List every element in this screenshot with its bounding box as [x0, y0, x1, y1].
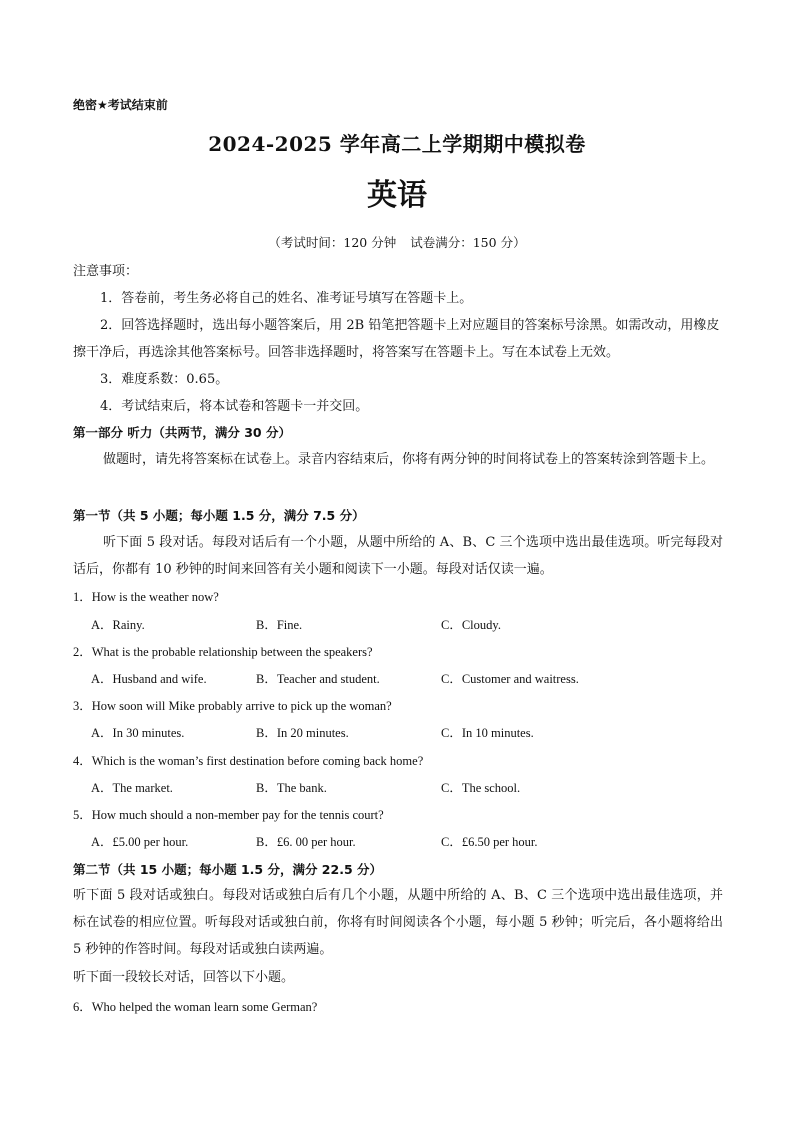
option-b: B．Fine.: [256, 618, 303, 632]
option-c: C．Cloudy.: [441, 618, 501, 632]
section1-intro: 听下面 5 段对话。每段对话后有一个小题，从题中所给的 A、B、C 三个选项中选出最佳选项。听完每段对话后，你都有 10 秒钟的时间来回答有关小题和阅读下一小题。每段对话仅读一遍。: [73, 535, 723, 577]
question: 3．How soon will Mike probably arrive to pick up the woman?: [73, 699, 392, 713]
option-a: A．Husband and wife.: [91, 672, 207, 686]
note-item: 2．回答选择题时，选出每小题答案后，用 2B 铅笔把答题卡上对应题目的答案标号涂黑。如需改动，用橡皮擦干净后，再选涂其他答案标号。回答非选择题时，将答案写在答题卡上。写在本试卷上无效。: [73, 318, 720, 360]
option-b: B．Teacher and student.: [256, 672, 380, 686]
option-c: C．In 10 minutes.: [441, 726, 534, 740]
notes-title: 注意事项：: [73, 264, 139, 279]
exam-info: [0, 233, 794, 251]
option-a: A．The market.: [91, 781, 173, 795]
question: 2．What is the probable relationship between the speakers?: [73, 645, 373, 659]
question: 5．How much should a non-member pay for the tennis court?: [73, 808, 384, 822]
exam-time: （考试时间：120 分钟: [268, 235, 397, 250]
option-c: C．£6.50 per hour.: [441, 835, 538, 849]
note-item: 4．考试结束后，将本试卷和答题卡一并交回。: [100, 399, 369, 414]
part1-intro: 做题时，请先将答案标在试卷上。录音内容结束后，你将有两分钟的时间将试卷上的答案转涂到答题卡上。: [103, 452, 715, 467]
section2-heading: 第二节（共 15 小题；每小题 1.5 分，满分 22.5 分）: [73, 862, 382, 877]
option-b: B．£6. 00 per hour.: [256, 835, 356, 849]
section2-intro: 听下面 5 段对话或独白。每段对话或独白后有几个小题，从题中所给的 A、B、C 三个选项中选出最佳选项，并标在试卷的相应位置。听每段对话或独白前，你将有时间阅读各个小题，每小题 5 秒钟；听完后，各小题将给出 5 秒钟的作答时间。每段对话或独白读两遍。: [73, 888, 723, 957]
option-a: A．£5.00 per hour.: [91, 835, 189, 849]
confidential-label: 绝密★考试结束前: [73, 98, 168, 112]
option-c: C．The school.: [441, 781, 521, 795]
option-a: A．In 30 minutes.: [91, 726, 185, 740]
section1-heading: 第一节（共 5 小题；每小题 1.5 分，满分 7.5 分）: [73, 508, 365, 523]
question: 1．How is the weather now?: [73, 590, 219, 604]
question: 6．Who helped the woman learn some German?: [73, 1000, 318, 1014]
exam-score: 试卷满分：150 分）: [410, 235, 526, 250]
option-b: B．The bank.: [256, 781, 327, 795]
section2-sub-intro: 听下面一段较长对话，回答以下小题。: [73, 970, 295, 985]
part1-heading: 第一部分 听力（共两节，满分 30 分）: [73, 425, 291, 440]
exam-title: 2024-2025 学年高二上学期期中模拟卷: [208, 132, 586, 156]
option-a: A．Rainy.: [91, 618, 145, 632]
note-item: 3．难度系数：0.65。: [100, 372, 229, 387]
question: 4．Which is the woman’s first destination before coming back home?: [73, 754, 424, 768]
subject-title: 英语: [367, 178, 427, 213]
option-b: B．In 20 minutes.: [256, 726, 349, 740]
option-c: C．Customer and waitress.: [441, 672, 579, 686]
note-item: 1．答卷前，考生务必将自己的姓名、准考证号填写在答题卡上。: [100, 291, 473, 306]
